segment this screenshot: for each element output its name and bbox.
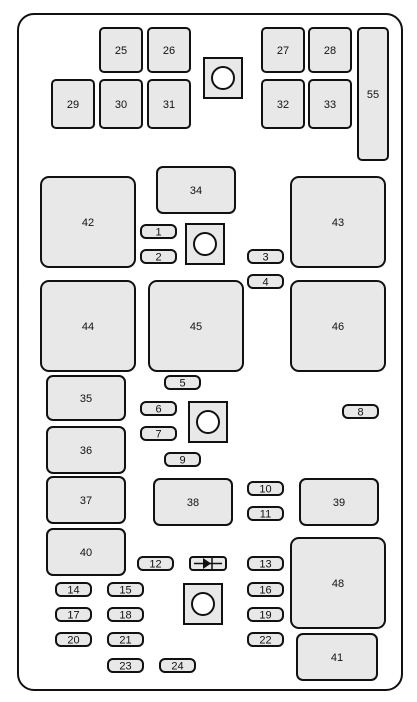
component-label: 5 bbox=[179, 377, 186, 390]
component-label: 44 bbox=[81, 321, 95, 333]
relay-41 bbox=[297, 634, 377, 680]
component-label: 40 bbox=[79, 547, 93, 559]
component-label: 20 bbox=[67, 634, 80, 647]
relay-44 bbox=[41, 281, 135, 371]
fuse-19 bbox=[248, 608, 283, 622]
relay-46 bbox=[291, 281, 385, 371]
relay-34 bbox=[157, 167, 235, 213]
fuse-30 bbox=[100, 80, 142, 128]
fuse-22 bbox=[248, 633, 283, 647]
component-label: 43 bbox=[331, 217, 345, 229]
fuse-26 bbox=[148, 28, 190, 72]
bolt-icon bbox=[184, 584, 222, 624]
relay-40 bbox=[47, 529, 125, 575]
component-label: 31 bbox=[162, 99, 176, 111]
component-label: 23 bbox=[119, 660, 132, 673]
component-label: 4 bbox=[262, 276, 269, 289]
bolt-icon bbox=[186, 224, 224, 264]
bolt-icon bbox=[189, 402, 227, 442]
relay-35 bbox=[47, 376, 125, 420]
fuse-24 bbox=[160, 659, 195, 673]
relay-45 bbox=[149, 281, 243, 371]
component-label: 25 bbox=[114, 45, 128, 57]
fuse-17 bbox=[56, 608, 91, 622]
component-label: 36 bbox=[79, 445, 93, 457]
fuse-9 bbox=[165, 453, 200, 467]
component-label: 19 bbox=[259, 609, 272, 622]
component-label: 55 bbox=[366, 89, 380, 101]
component-label: 15 bbox=[119, 584, 132, 597]
relay-42 bbox=[41, 177, 135, 267]
relay-48 bbox=[291, 538, 385, 628]
component-label: 13 bbox=[259, 558, 272, 571]
component-label: 16 bbox=[259, 584, 272, 597]
component-label: 22 bbox=[259, 634, 272, 647]
component-label: 3 bbox=[262, 251, 269, 264]
component-label: 35 bbox=[79, 393, 93, 405]
fuse-4 bbox=[248, 275, 283, 289]
component-label: 17 bbox=[67, 609, 80, 622]
component-label: 26 bbox=[162, 45, 176, 57]
fuse-20 bbox=[56, 633, 91, 647]
relay-43 bbox=[291, 177, 385, 267]
fuse-32 bbox=[262, 80, 304, 128]
fuse-21 bbox=[108, 633, 143, 647]
fuse-10 bbox=[248, 482, 283, 496]
component-label: 38 bbox=[186, 497, 200, 509]
component-label: 41 bbox=[330, 652, 344, 664]
component-label: 6 bbox=[155, 403, 162, 416]
fuse-6 bbox=[141, 402, 176, 416]
fuse-15 bbox=[108, 583, 143, 597]
fuse-11 bbox=[248, 507, 283, 521]
fuse-18 bbox=[108, 608, 143, 622]
relay-38 bbox=[154, 479, 232, 525]
component-label: 14 bbox=[67, 584, 80, 597]
fuse-5 bbox=[165, 376, 200, 390]
component-label: 48 bbox=[331, 578, 345, 590]
component-label: 2 bbox=[155, 251, 162, 264]
relay-37 bbox=[47, 477, 125, 523]
component-label: 28 bbox=[323, 45, 337, 57]
fuse-14 bbox=[56, 583, 91, 597]
fuse-13 bbox=[248, 557, 283, 571]
fuse-33 bbox=[309, 80, 351, 128]
fuse-7 bbox=[141, 427, 176, 441]
component-label: 18 bbox=[119, 609, 132, 622]
component-label: 45 bbox=[189, 321, 203, 333]
fuse-27 bbox=[262, 28, 304, 72]
component-label: 11 bbox=[259, 508, 272, 521]
component-label: 33 bbox=[323, 99, 337, 111]
component-label: 32 bbox=[276, 99, 290, 111]
component-label: 12 bbox=[149, 558, 162, 571]
component-label: 30 bbox=[114, 99, 128, 111]
component-label: 1 bbox=[155, 226, 162, 239]
component-label: 21 bbox=[119, 634, 132, 647]
component-label: 39 bbox=[332, 497, 346, 509]
fuse-3 bbox=[248, 250, 283, 264]
fuse-29 bbox=[52, 80, 94, 128]
component-label: 34 bbox=[189, 185, 203, 197]
fuse-28 bbox=[309, 28, 351, 72]
fuse-31 bbox=[148, 80, 190, 128]
component-label: 37 bbox=[79, 495, 93, 507]
component-label: 46 bbox=[331, 321, 345, 333]
fuse-16 bbox=[248, 583, 283, 597]
relay-36 bbox=[47, 427, 125, 473]
component-label: 27 bbox=[276, 45, 290, 57]
component-label: 10 bbox=[259, 483, 272, 496]
component-label: 29 bbox=[66, 99, 80, 111]
component-label: 42 bbox=[81, 217, 95, 229]
component-label: 7 bbox=[155, 428, 162, 441]
bolt-icon bbox=[204, 58, 242, 98]
component-label: 24 bbox=[171, 660, 184, 673]
relay-39 bbox=[300, 479, 378, 525]
fuse-12 bbox=[138, 557, 173, 571]
component-label: 8 bbox=[357, 406, 364, 419]
fuse-25 bbox=[100, 28, 142, 72]
diode-icon bbox=[190, 557, 226, 570]
fuse-1 bbox=[141, 225, 176, 239]
fuse-23 bbox=[108, 659, 143, 673]
component-label: 9 bbox=[179, 454, 186, 467]
fuse-55 bbox=[358, 28, 388, 160]
fuse-8 bbox=[343, 405, 378, 419]
fuse-2 bbox=[141, 250, 176, 264]
